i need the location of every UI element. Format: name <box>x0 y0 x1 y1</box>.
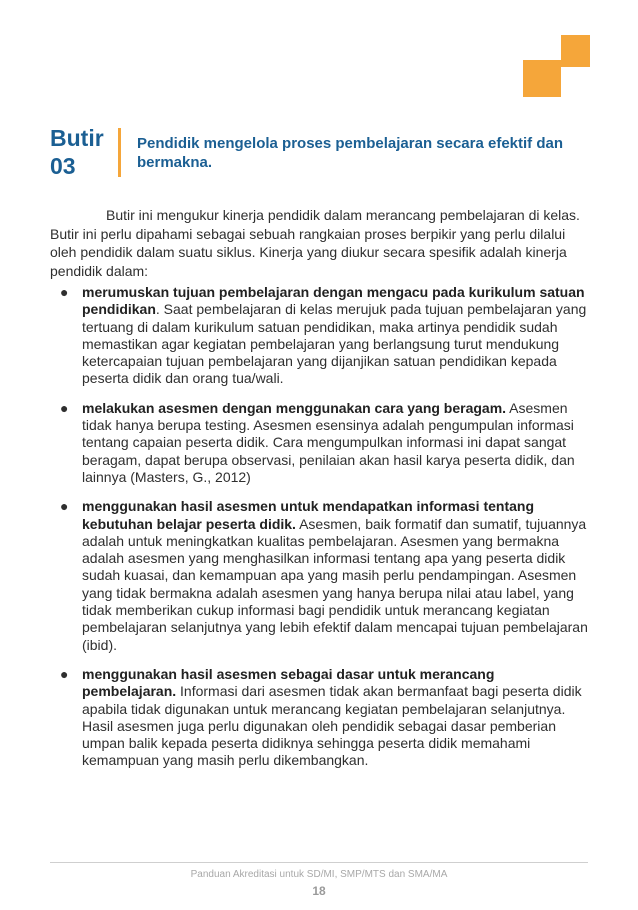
list-item <box>56 666 591 770</box>
butir-word: Butir <box>50 125 104 151</box>
criteria-list <box>56 284 591 770</box>
bullet-icon: ● <box>60 284 69 300</box>
butir-label <box>50 124 104 180</box>
item-text: Asesmen, baik formatif dan sumatif, tujuannya adalah untuk meningkatkan kualitas pembelajaran. Asesmen yang bermakna adalah asesmen yang menghasilkan informasi tentang apa yang peserta didik sudah kuasai, dan kemampuan apa yang masih perlu pendampingan. Asesmen yang tidak bermakna adalah asesmen yang hanya berupa nilai atau label, yang tidak memberikan cukup informasi bagi pendidik untuk merancang kegiatan pembelajaran selanjutnya yang lebih efektif dalam mencapai tujuan pembelajaran (ibid). <box>82 515 588 653</box>
heading-divider <box>118 128 121 177</box>
item-bold: melakukan asesmen dengan menggunakan cara yang beragam. <box>82 399 507 416</box>
list-item <box>56 284 591 388</box>
item-text: Asesmen tidak hanya berupa testing. Asesmen esensinya adalah pengumpulan informasi tentang capaian peserta didik. Cara mengumpulkan informasi ini dapat sangat beragam, dapat berupa observasi, penilaian akan hasil karya peserta didik, dan lainnya (Masters, G., 2012) <box>82 399 575 485</box>
item-text: Informasi dari asesmen tidak akan bermanfaat bagi peserta didik apabila tidak digunakan untuk merancang kegiatan pembelajaran selanjutnya. Hasil asesmen juga perlu digunakan oleh pendidik sebagai dasar pemberian umpan balik kepada peserta didiknya sehingga peserta didik memahami kemampuan yang masih perlu dikembangkan. <box>82 683 582 769</box>
item-bold: menggunakan hasil asesmen untuk mendapatkan informasi tentang kebutuhan belajar peserta didik. <box>82 498 534 532</box>
item-bold: merumuskan tujuan pembelajaran dengan mengacu pada kurikulum satuan pendidikan <box>82 284 585 318</box>
footer-text: Panduan Akreditasi untuk SD/MI, SMP/MTS dan SMA/MA <box>190 869 448 880</box>
intro-paragraph <box>50 206 590 280</box>
decor-square-bottom <box>523 60 561 97</box>
page-number: 18 <box>312 884 326 898</box>
section-heading: Pendidik mengelola proses pembelajaran secara efektif dan bermakna. <box>137 135 563 171</box>
butir-number: 03 <box>50 153 76 179</box>
bullet-icon: ● <box>60 498 69 515</box>
intro-text: Butir ini mengukur kinerja pendidik dalam merancang pembelajaran di kelas. Butir ini perlu dipahami sebagai sebuah rangkaian proses berpikir yang perlu dilalui oleh pendidik dalam suatu siklus. Kinerja yang diukur secara spesifik adalah kinerja pendidik dalam: <box>50 207 580 279</box>
footer-divider <box>50 862 588 863</box>
item-bold: menggunakan hasil asesmen sebagai dasar untuk merancang pembelajaran. <box>82 665 495 700</box>
bullet-icon: ● <box>60 665 69 682</box>
list-item <box>56 498 591 654</box>
list-item <box>56 400 591 486</box>
item-text: . Saat pembelajaran di kelas merujuk pada tujuan pembelajaran yang tertuang di dalam kurikulum satuan pendidikan, maka artinya pendidik sudah memastikan agar kegiatan pembelajaran yang berlangsung turut mendukung ketercapaian tujuan pembelajaran yang dijanjikan satuan pendidikan kepada peserta didik dan orang tua/wali. <box>82 301 587 387</box>
bullet-icon: ● <box>60 399 69 416</box>
decor-square-top <box>561 35 590 67</box>
